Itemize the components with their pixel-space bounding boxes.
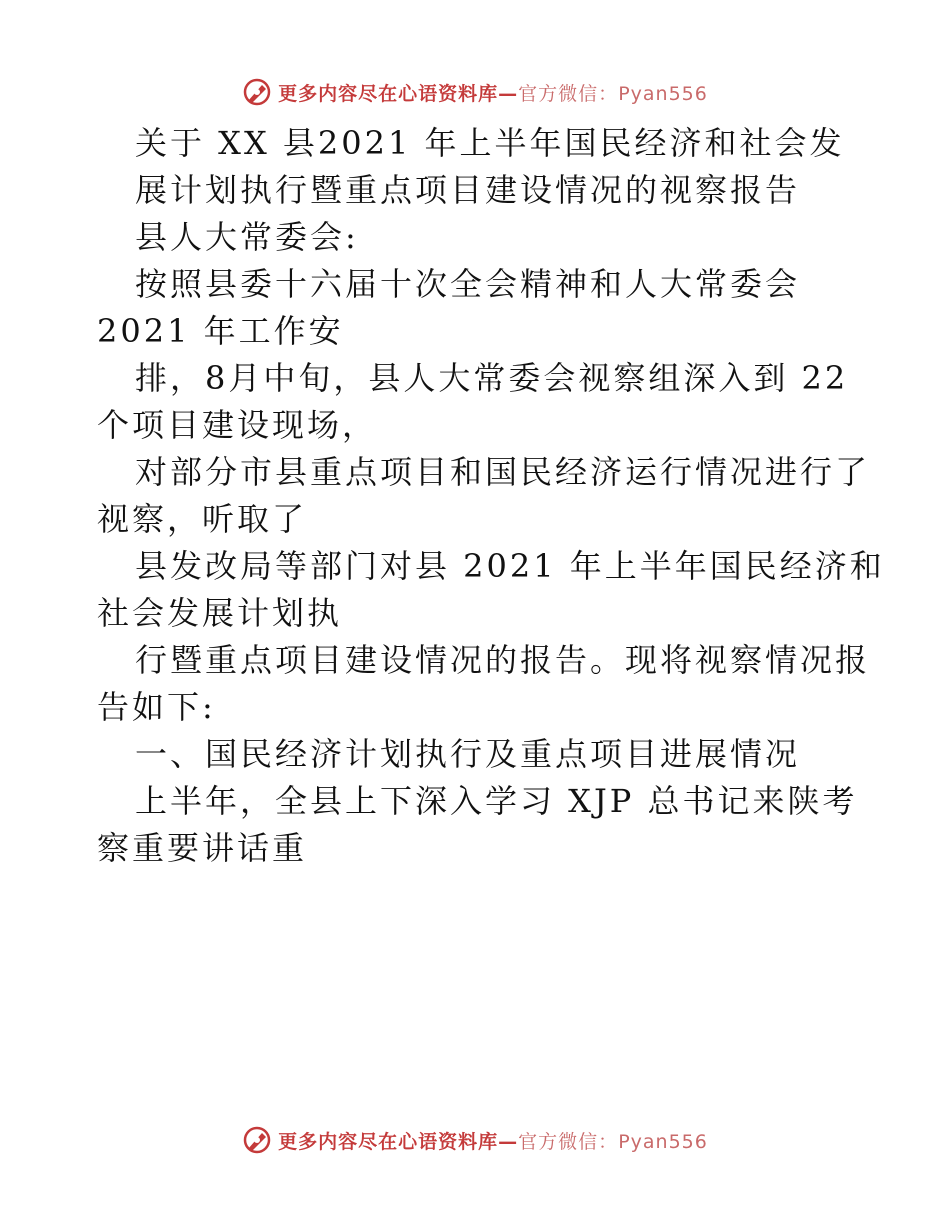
text-line: 关于 XX 县2021 年上半年国民经济和社会发 <box>135 124 845 162</box>
watermark-wechat-label: 官方微信： <box>518 82 619 105</box>
watermark-wechat-label: 官方微信： <box>518 1130 619 1153</box>
watermark-wechat-id: Pyan556 <box>618 82 708 105</box>
watermark-text <box>278 1127 708 1154</box>
text-line: 排，8月中旬，县人大常委会视察组深入到 22 <box>135 359 849 397</box>
text-line: 展计划执行暨重点项目建设情况的视察报告 <box>135 171 801 209</box>
watermark-banner-top <box>0 72 950 112</box>
pen-logo-icon <box>242 1125 272 1155</box>
watermark-main: 更多内容尽在心语资料库— <box>278 82 519 105</box>
watermark-main: 更多内容尽在心语资料库— <box>278 1130 519 1153</box>
watermark-wechat-id: Pyan556 <box>618 1130 708 1153</box>
text-line: 个项目建设现场， <box>97 406 378 444</box>
text-line: 对部分市县重点项目和国民经济运行情况进行了 <box>135 453 871 491</box>
text-line: 2021 年工作安 <box>97 312 344 350</box>
watermark-banner-bottom <box>0 1120 950 1160</box>
text-line: 县发改局等部门对县 2021 年上半年国民经济和 <box>135 547 885 585</box>
pen-logo-icon <box>242 77 272 107</box>
text-line: 一、国民经济计划执行及重点项目进展情况 <box>135 735 801 773</box>
text-line: 告如下: <box>97 688 216 726</box>
text-line: 按照县委十六届十次全会精神和人大常委会 <box>135 265 801 303</box>
text-line: 社会发展计划执 <box>97 594 343 632</box>
text-line: 县人大常委会: <box>135 218 359 256</box>
text-line: 行暨重点项目建设情况的报告。现将视察情况报 <box>135 641 871 679</box>
text-line: 视察，听取了 <box>97 500 308 538</box>
text-line: 察重要讲话重 <box>97 829 308 867</box>
text-line: 上半年，全县上下深入学习 XJP 总书记来陕考 <box>135 782 858 820</box>
watermark-text <box>278 79 708 106</box>
document-body <box>97 120 885 872</box>
